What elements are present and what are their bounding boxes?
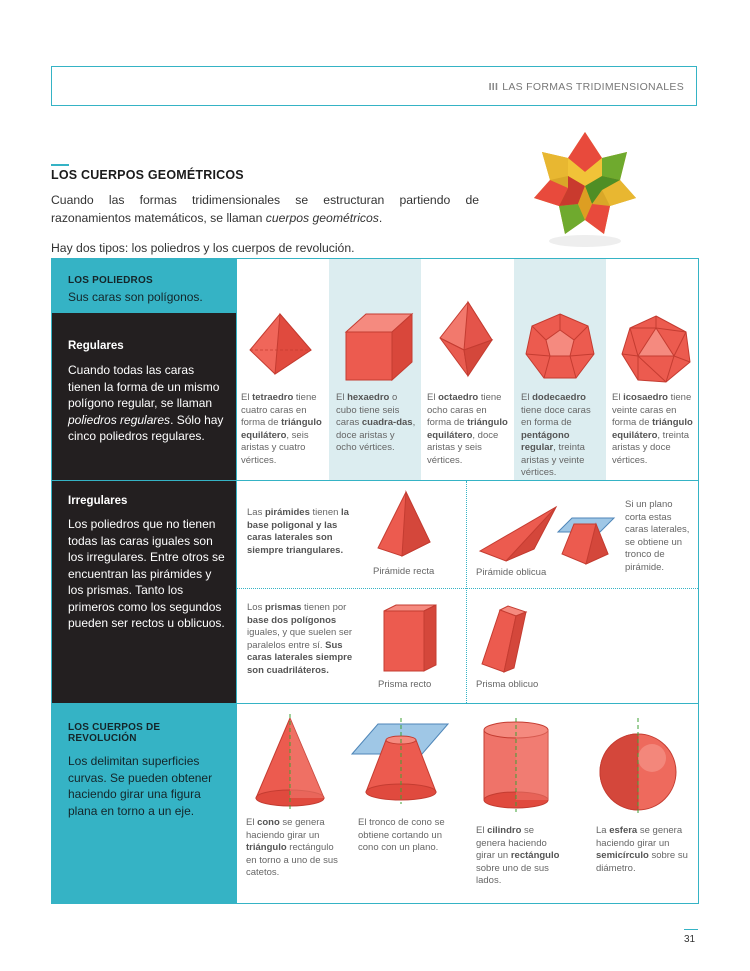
octahedron-icon <box>434 300 498 378</box>
oblique-prism-icon <box>478 604 530 674</box>
label-prisma-recto: Prisma recto <box>378 679 432 690</box>
label-piramide-oblicua: Pirámide oblicua <box>476 567 547 578</box>
irregulares-title: Irregulares <box>68 495 128 507</box>
label-piramide-recta: Pirámide recta <box>373 566 435 577</box>
row-rule <box>52 480 698 481</box>
col-rule <box>236 259 237 903</box>
chapter-title: LAS FORMAS TRIDIMENSIONALES <box>502 81 684 93</box>
cylinder-icon <box>478 716 554 812</box>
dotted-divider <box>466 481 467 703</box>
dodecahedron-icon <box>524 312 596 382</box>
caption-cono: El cono se genera haciendo girar un triángulo rectángulo en torno a uno de sus catetos. <box>246 817 338 878</box>
right-prism-icon <box>380 603 440 675</box>
page-number-rule <box>684 929 698 930</box>
oblique-pyramid-icon <box>474 505 564 565</box>
poliedros-title: LOS POLIEDROS <box>68 275 153 286</box>
caption-hexaedro: El hexaedro o cubo tiene seis caras cuadra-das, doce aristas y ocho vértices. <box>336 392 416 453</box>
poliedros-panel <box>52 259 237 313</box>
section-title: LOS CUERPOS GEOMÉTRICOS <box>51 168 244 182</box>
chapter-number: III <box>488 81 499 93</box>
caption-octaedro: El octaedro tiene ocho caras en forma de triángulo equilátero, doce aristas y seis vértices. <box>427 392 508 466</box>
chapter-header <box>51 66 697 106</box>
caption-dodecaedro: El dodecaedro tiene doce caras en forma de pentágono regular, treinta aristas y veinte vértices. <box>521 392 591 478</box>
caption-prismas: Los prismas tienen por base dos polígonos iguales, y que suelen ser paralelos entre sí. Sus caras laterales siempre son cuadriláteros. <box>247 602 353 676</box>
revolucion-panel <box>52 704 237 903</box>
dotted-divider <box>237 588 698 589</box>
regulares-text: Cuando todas las caras tienen la forma de un mismo polígono regular, se llaman poliedros regulares. Sólo hay cinco poliedros regulares. <box>68 363 224 443</box>
cube-icon <box>340 310 416 382</box>
intro-paragraph: Cuando las formas tridimensionales se estructuran partiendo de razonamientos matemáticos, se llaman cuerpos geométricos. <box>51 193 479 225</box>
truncated-cone-icon <box>350 718 450 804</box>
caption-cilindro: El cilindro se genera haciendo girar un rectángulo sobre uno de sus lados. <box>476 825 560 886</box>
irregulares-text: Los poliedros que no tienen todas las caras iguales son los irregulares. Entre otros se encuentran las pirámides y los prismas. Tanto los primeros como los segundos pueden ser rectos u oblicuos. <box>68 517 225 630</box>
irregulares-panel <box>52 481 237 703</box>
regulares-title: Regulares <box>68 340 124 352</box>
caption-icosaedro: El icosaedro tiene veinte caras en forma de triángulo equilátero, treinta aristas y doce vértices. <box>612 392 693 466</box>
polyhedron-photo <box>532 128 637 250</box>
sphere-icon <box>596 718 682 814</box>
label-prisma-oblicuo: Prisma oblicuo <box>476 679 539 690</box>
row-rule <box>52 703 698 704</box>
caption-tetraedro: El tetraedro tiene cuatro caras en forma de triángulo equilátero, seis aristas y cuatro vértices. <box>241 392 322 466</box>
caption-esfera: La esfera se genera haciendo girar un semicírculo sobre su diámetro. <box>596 825 688 874</box>
revolucion-title: LOS CUERPOS DE REVOLUCIÓN <box>68 722 161 744</box>
truncated-pyramid-icon <box>556 510 616 568</box>
page-number: 31 <box>684 934 696 945</box>
tetrahedron-icon <box>245 312 315 377</box>
regulares-panel <box>52 313 237 480</box>
revolucion-text: Los delimitan superficies curvas. Se pueden obtener haciendo girar una figura plana en torno a un eje. <box>68 754 213 818</box>
caption-tronco-cono: El tronco de cono se obtiene cortando un cono con un plano. <box>358 817 445 853</box>
right-pyramid-icon <box>374 490 444 560</box>
cone-icon <box>250 714 330 810</box>
caption-piramides: Las pirámides tienen la base poligonal y las caras laterales son siempre triangulares. <box>247 507 349 556</box>
intro-types: Hay dos tipos: los poliedros y los cuerpos de revolución. <box>51 241 355 255</box>
section-rule <box>51 164 69 166</box>
poliedros-text: Sus caras son polígonos. <box>68 290 203 304</box>
icosahedron-icon <box>620 314 692 384</box>
caption-tronco-piramide: Si un plano corta estas caras laterales, se obtiene un tronco de pirámide. <box>625 499 690 573</box>
